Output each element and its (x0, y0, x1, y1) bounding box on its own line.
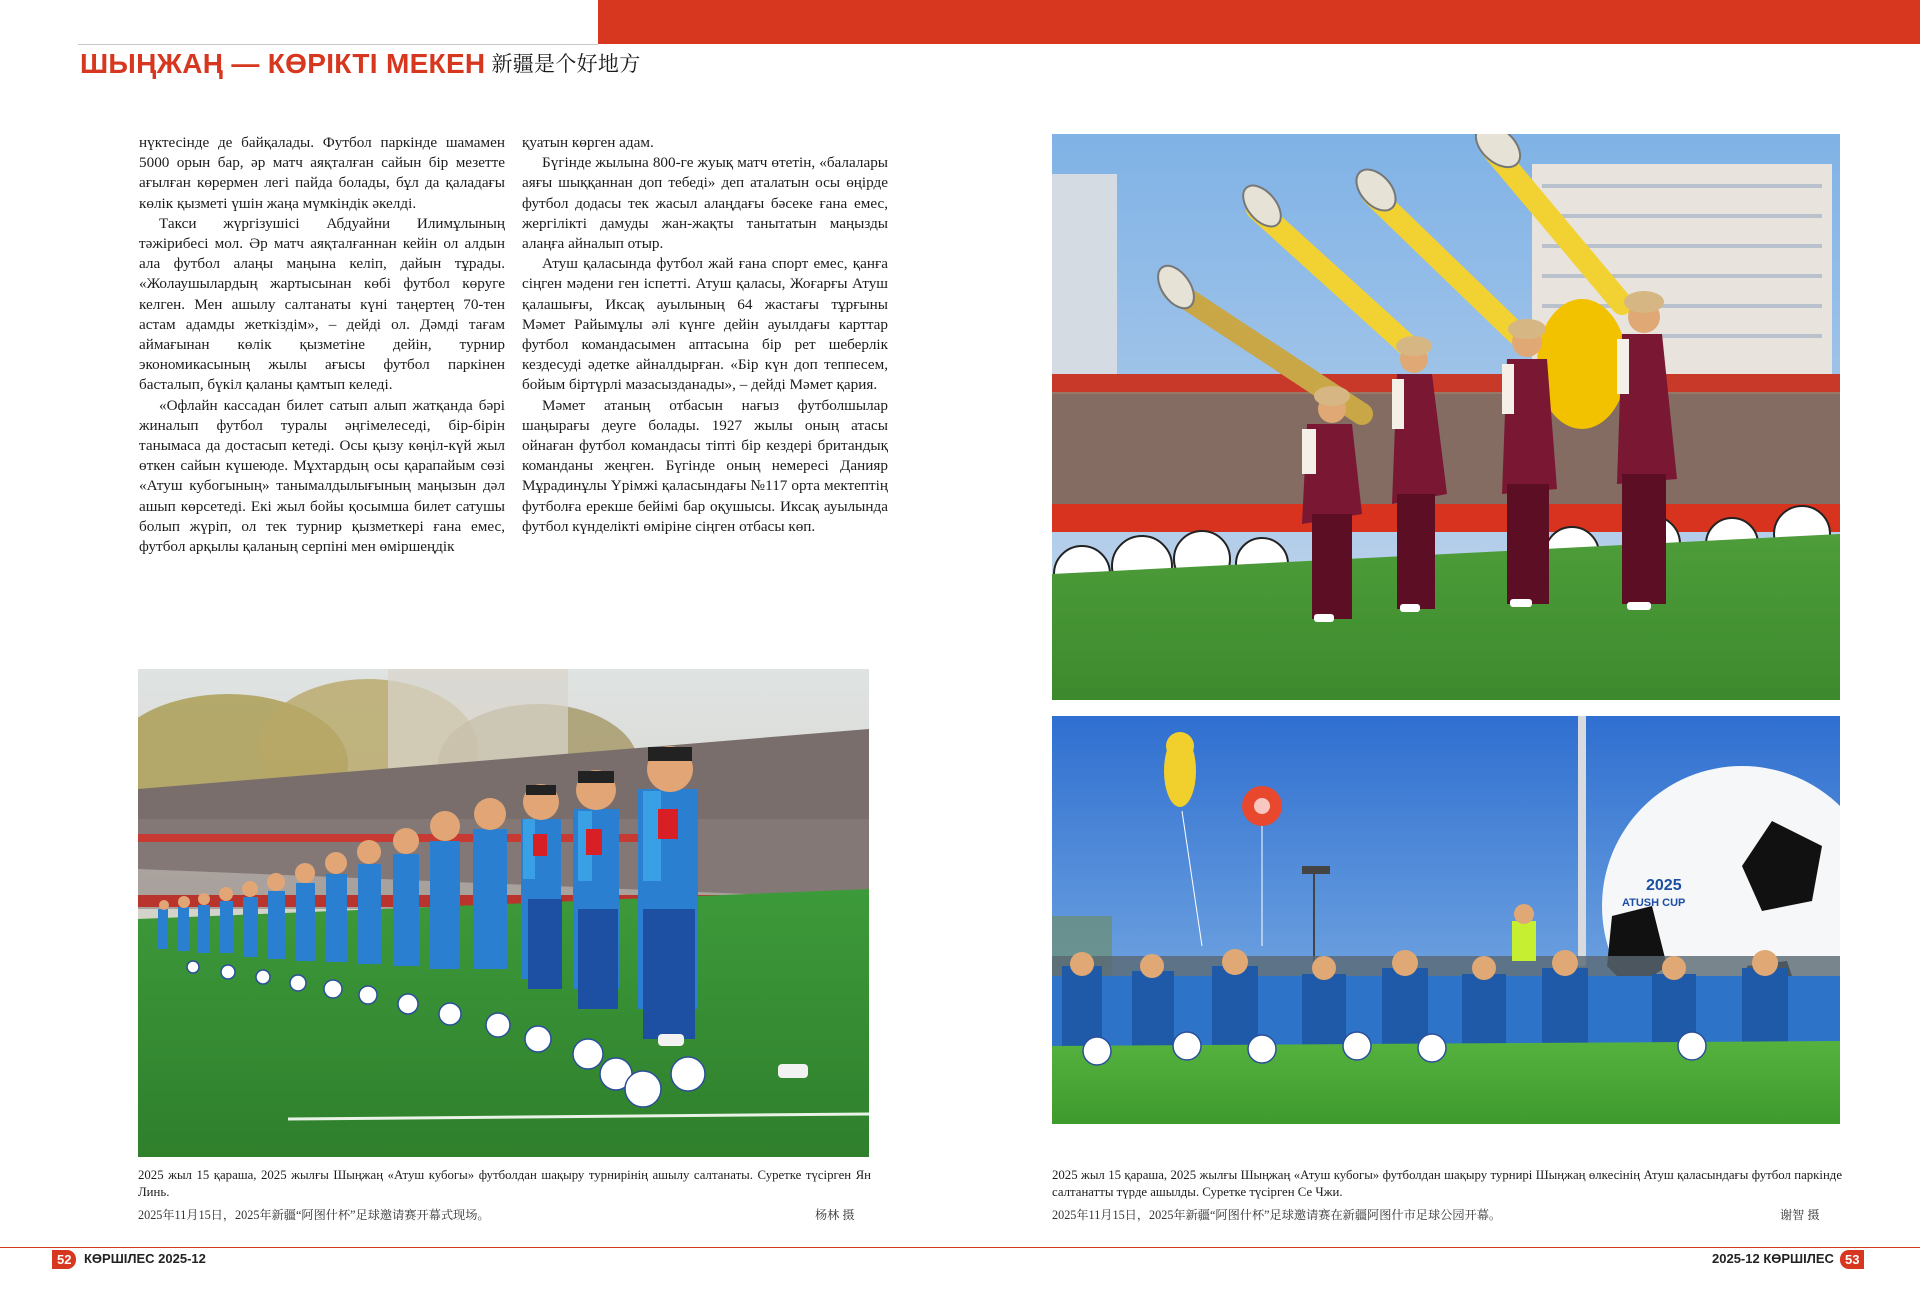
paragraph: қуатын көрген адам. (522, 134, 654, 151)
caption-left: 2025 жыл 15 қараша, 2025 жылғы Шыңжаң «Атуш кубогы» футболдан шақыру турнирінің ашылу салтанаты. Суретке түсірген Ян Линь. (138, 1168, 871, 1199)
photo-atush-cup-ball (1052, 716, 1840, 1124)
photo-credit-right: 谢智 摄 (1780, 1208, 1820, 1222)
paragraph: Мәмет атаның отбасын нағыз футболшылар шаңырағы деуге болады. 1927 жылы оның атасы ойнаған футбол командасы тіпті бір кездері британдық команданы жеңген. Бүгінде оның немересі Данияр Мұрадинұлы Үрімжі қаласындағы №117 орта мектептің футболға ерекше бейімі бар оқушысы. Иксақ ауылында футбол күнделікті өміріне сіңген отбасы көп. (522, 396, 888, 535)
caption-right: 2025 жыл 15 қараша, 2025 жылғы Шыңжаң «Атуш кубогы» футболдан шақыру турнирі Шыңжаң өлкесінің Атуш қаласындағы футбол паркінде салтанатты түрде ашылды. Суретке түсірген Се Чжи. (1052, 1168, 1842, 1199)
folio-left: КӨРШІЛЕС 2025-12 (84, 1251, 206, 1266)
header-red-bar (598, 0, 1920, 44)
article-column-1 (139, 133, 505, 557)
ball-year-text: 2025 (1646, 877, 1682, 894)
footer-rule (0, 1247, 1920, 1248)
paragraph: Атуш қаласында футбол жай ғана спорт емес, қанға сіңген мәдени ген іспетті. Атуш қаласы, Жоғарғы Атуш қалашығы, Иксақ ауылының 64 жастағы тұрғыны Мәмет Райымұлы әлі күнге дейін ауылдағы карттар футбол командасымен аптасына бір рет шеберлік кездесуді әдетке айналдырған. «Бір күн доп теппесем, бойым біртүрлі мазасызданады», – дейді Мәмет қария. (522, 255, 888, 394)
paragraph: Бүгінде жылына 800-ге жуық матч өтетін, «балалары аяғы шыққаннан доп тебеді» деп аталатын осы өңірде футбол додасы тек жасыл алаңдағы бәсеке ғана емес, жергілікті дамуды жан-жақты танытатын маңызды алаңға айналып отыр. (522, 154, 888, 253)
photo-horn-performers (1052, 134, 1840, 700)
paragraph: нүктесінде де байқалады. Футбол паркінде шамамен 5000 орын бар, әр матч аяқталған сайын бір мезетте ағылған көрермен легі пайда болады, бұл да қаладағы көлік қызметі үшін жаңа мүмкіндік әкелді. (139, 134, 505, 212)
section-title-kz: ШЫҢЖАҢ — КӨРІКТІ МЕКЕН (80, 48, 486, 79)
page-number-right: 53 (1840, 1250, 1864, 1269)
header-rule (78, 44, 598, 45)
caption-left-cn: 2025年11月15日，2025年新疆“阿图什杯”足球邀请赛开幕式现场。 (138, 1208, 490, 1222)
folio-right: 2025-12 КӨРШІЛЕС (1712, 1251, 1834, 1266)
paragraph: Такси жүргізушісі Абдуайни Илимұлының тәжірибесі мол. Әр матч аяқталғаннан кейін ол алдын ала футбол алаңы маңына келіп, дайын тұрады. «Жолаушылардың жартысынан көбі футбол көруге келген. Мен ашылу салтанаты күні таңертең 70-тен астам адамды жеткіздім», – дейді ол. Дәмді тағам аймағынан көлік қызметіне дейін, турнир экономикасының жылы ағысы футбол паркінен басталып, бүкіл қаланы қамтып келеді. (139, 214, 505, 394)
ball-cup-text: ATUSH CUP (1622, 897, 1686, 909)
page-number-left: 52 (52, 1250, 76, 1269)
caption-right-cn: 2025年11月15日，2025年新疆“阿图什杯”足球邀请赛在新疆阿图什市足球公园开幕。 (1052, 1208, 1502, 1222)
paragraph: «Офлайн кассадан билет сатып алып жатқанда бәрі жиналып футбол туралы әңгімелеседі, бір-бірін танымаса да достасып кетеді. Осы қызу көңіл-күй жыл өткен сайын күшеюде. Мұхтардың осы қарапайым сөзі «Атуш кубогының» танымалдылығының маңызын дәл ашып көрсетеді. Екі жыл бойы қосымша билет сатушы болып жүріп, ол тек турнир қызметкері ғана емес, футбол арқылы қаланың серпіні мен өміршеңдік (139, 396, 505, 556)
photo-credit-left: 杨林 摄 (815, 1208, 855, 1222)
photo-students-opening-ceremony (138, 669, 869, 1157)
section-title (80, 48, 641, 80)
article-column-2 (522, 133, 888, 537)
section-title-cn: 新疆是个好地方 (491, 53, 641, 76)
